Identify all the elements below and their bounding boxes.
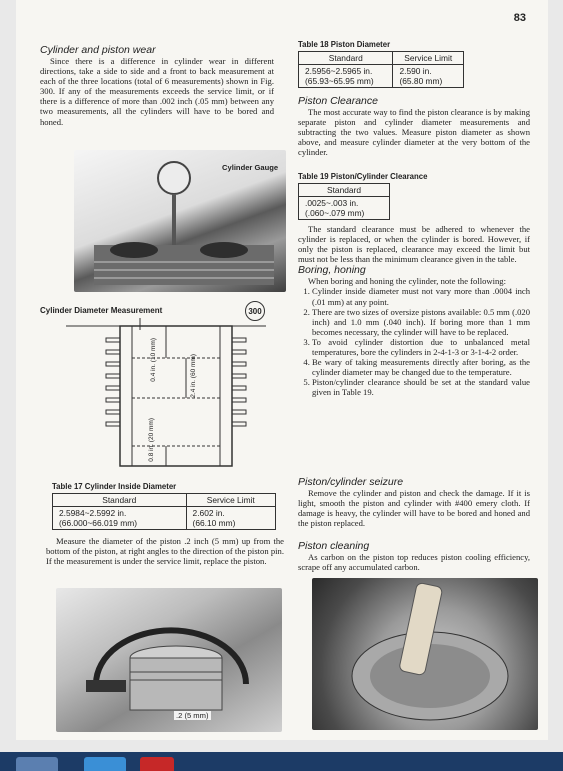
t19-standard-cell (299, 197, 390, 220)
standard-clearance-text: The standard clearance must be adhered to whenever the cylinder is replaced, or when the cylinder is bored. However, if only the piston is replaced, clearance may exceed the limit but must not be less than the minimum clearance given in the table. (298, 224, 530, 265)
table-18 (298, 51, 464, 88)
wear-heading: Cylinder and piston wear (40, 44, 156, 56)
t17-limit-cell (186, 507, 275, 530)
table-17 (52, 493, 276, 530)
table-18-block (298, 40, 536, 88)
seizure-section (298, 476, 530, 528)
t18-std-in: 2.5956~2.5965 in. (305, 66, 373, 77)
dim-top-label: 0.4 in. (10 mm) (150, 338, 157, 382)
t18-header-limit: Service Limit (393, 52, 464, 65)
list-item: 3. To avoid cylinder distortion due to unbalanced metal temperatures, bore the cylinders in 2-4-1-3 or 3-1-4-2 order. (312, 337, 530, 357)
t17-lim-in: 2.602 in. (192, 508, 225, 519)
t17-standard-cell (53, 507, 187, 530)
boring-heading: Boring, honing (298, 264, 366, 277)
t17-header-standard: Standard (53, 494, 187, 507)
t18-standard-cell (299, 65, 393, 88)
piston-measure-text: Measure the diameter of the piston .2 inch (5 mm) up from the bottom of the piston, at right angles to the direction of the piston pin. If the measurement is under the service limit, replace the piston. (46, 536, 284, 567)
table-18-title: Table 18 Piston Diameter (298, 40, 391, 49)
t17-std-mm: (66.000~66.019 mm) (59, 518, 137, 529)
clearance-text: The most accurate way to find the piston clearance is by making separate piston and cylinder diameter measurements and subtracting the two values. Measure piston diameter as shown above, and measure cylinder diameter at the very bottom of the cylinder. (298, 107, 530, 158)
table-19-title: Table 19 Piston/Cylinder Clearance (298, 172, 428, 181)
gauge-label: Cylinder Gauge (222, 163, 279, 172)
t18-lim-mm: (65.80 mm) (399, 76, 443, 87)
scraper-illustration (312, 578, 538, 730)
list-item: 5. Piston/cylinder clearance should be set at the standard value given in Table 19. (312, 377, 530, 397)
t17-std-in: 2.5984~2.5992 in. (59, 508, 127, 519)
clearance-section (298, 95, 530, 157)
piston-cleaning-photo (312, 578, 538, 730)
page-number: 83 (513, 12, 526, 24)
t19-in: .0025~.003 in. (305, 198, 359, 209)
piston-measure-photo (56, 588, 282, 732)
cleaning-section (298, 540, 530, 572)
table-19-block (298, 172, 530, 220)
t19-header-standard: Standard (299, 184, 390, 197)
cleaning-text: As carbon on the piston top reduces piston cooling efficiency, scrape off any accumulated carbon. (298, 552, 530, 573)
t17-header-limit: Service Limit (186, 494, 275, 507)
piston-measure-section (46, 536, 284, 566)
wear-text: Since there is a difference in cylinder wear in different directions, take a side to side and a front to back measurement at each of the three locations (total of 6 measurements) shown in Fig. 300. If any of the measurements exceeds the service limit, or if there is a difference of more than .002 inch (.05 mm) between any two measurements, all the cylinders will have to be bored and honed. (40, 56, 274, 127)
start-button[interactable] (16, 757, 58, 771)
table-19 (298, 183, 390, 220)
list-item: 4. Be wary of taking measurements directly after boring, as the cylinder diameter may be changed due to the temperature. (312, 357, 530, 377)
cylinder-diagram (66, 318, 266, 470)
list-item: 1. Cylinder inside diameter must not vary more than .0004 inch (.01 mm) at any point. (312, 286, 530, 306)
list-item: 2. There are two sizes of oversize pistons available: 0.5 mm (.020 inch) and 1.0 mm (.040 inch). If boring more than 1 mm becomes necessary, the cylinder will have to be replaced. (312, 307, 530, 337)
diagram-title: Cylinder Diameter Measurement (40, 306, 163, 315)
photo-dimension-label: .2 (5 mm) (176, 711, 209, 720)
dim-mid-label: 2.4 in. (60 mm) (190, 354, 197, 398)
clearance-heading: Piston Clearance (298, 95, 378, 107)
t19-mm: (.060~.079 mm) (305, 208, 365, 219)
taskbar (0, 752, 563, 771)
t17-lim-mm: (66.10 mm) (192, 518, 236, 529)
dim-bottom-label: 0.8 in. (20 mm) (148, 418, 155, 462)
taskbar-app-browser[interactable] (84, 757, 126, 771)
seizure-text: Remove the cylinder and piston and check the damage. If it is light, smooth the piston and cylinder with #400 emery cloth. If damage is heavy, the cylinder will have to be bored and honed and the piston replaced. (298, 488, 530, 529)
t18-lim-in: 2.590 in. (399, 66, 432, 77)
figure-badge: 300 (245, 301, 265, 321)
seizure-heading: Piston/cylinder seizure (298, 476, 404, 488)
t18-header-standard: Standard (299, 52, 393, 65)
table-17-title: Table 17 Cylinder Inside Diameter (52, 482, 177, 491)
piston-illustration (56, 588, 282, 732)
boring-section (298, 224, 530, 398)
wear-section (40, 44, 274, 127)
t18-limit-cell (393, 65, 464, 88)
boring-intro: When boring and honing the cylinder, note the following: (308, 276, 506, 287)
table-17-block (52, 482, 282, 530)
taskbar-app-pdf[interactable] (140, 757, 174, 771)
manual-page (16, 0, 548, 740)
boring-list (298, 286, 530, 397)
cleaning-heading: Piston cleaning (298, 540, 370, 552)
t18-std-mm: (65.93~65.95 mm) (305, 76, 374, 87)
